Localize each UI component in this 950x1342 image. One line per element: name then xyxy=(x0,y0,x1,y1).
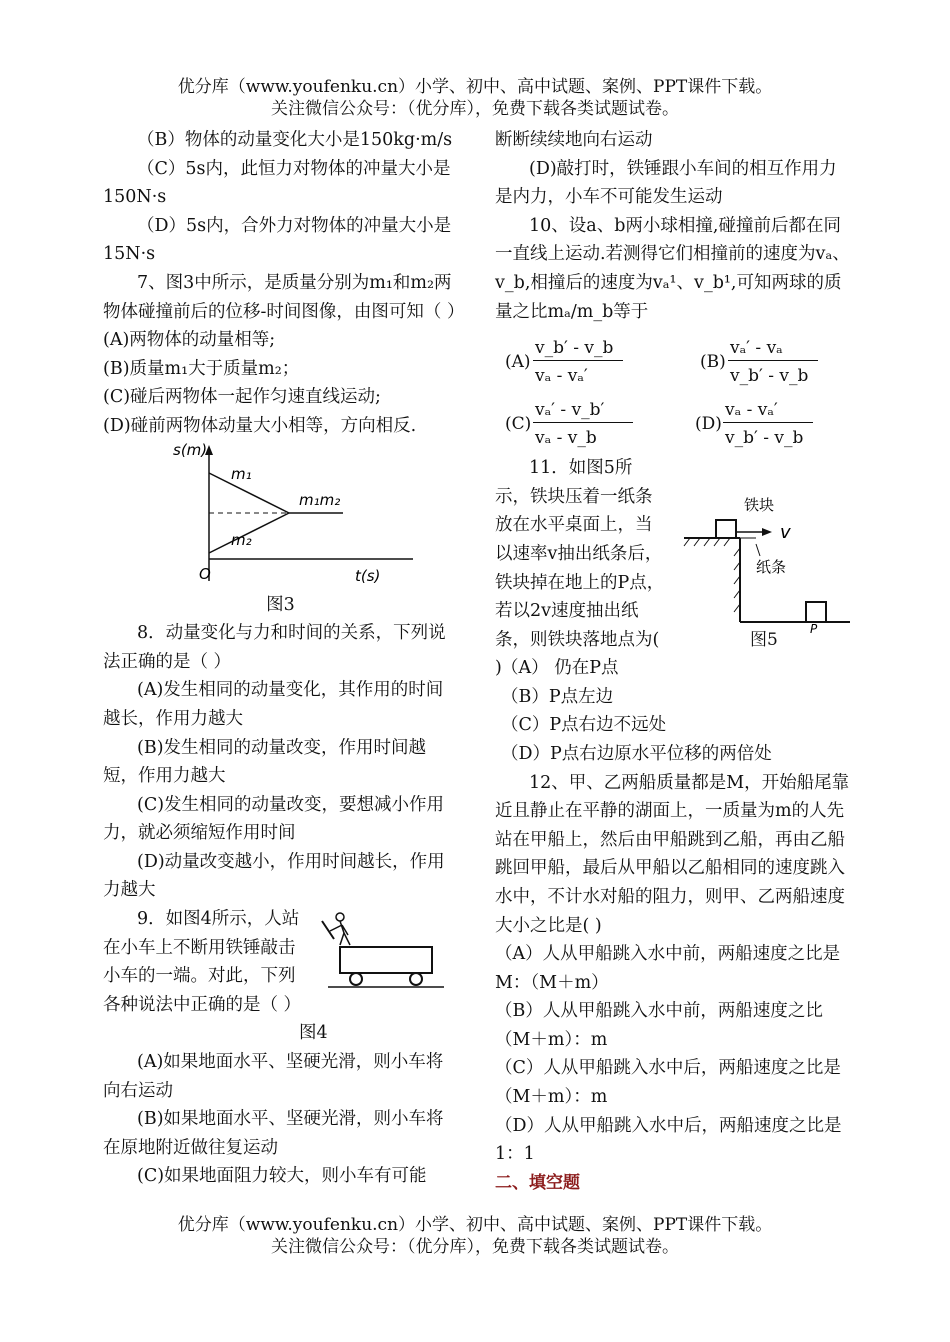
q9-option-c-cont: 断断续续地向右运动 xyxy=(495,130,653,150)
header-line-2: 关注微信公众号：（优分库），免费下载各类试题试卷。 xyxy=(271,99,679,119)
fig5-paper-pointer xyxy=(756,544,760,556)
fig5-iron-label: 铁块 xyxy=(744,496,775,515)
q10-d-bar xyxy=(723,422,813,423)
q10-b-num: vₐ′ - vₐ xyxy=(730,338,783,359)
q6-option-b: （B）物体的动量变化大小是150kg·m/s xyxy=(137,130,453,150)
q12-option-d: （D）人从甲船跳入水中后，两船速度之比是1：1 xyxy=(495,1115,842,1165)
fig3-m2-label: m₂ xyxy=(231,530,252,549)
q9-option-a: (A)如果地面水平、坚硬光滑，则小车将向右运动 xyxy=(103,1052,444,1101)
q8-option-d: (D)动量改变越小，作用时间越长，作用力越大 xyxy=(103,851,445,901)
right-column xyxy=(495,126,850,1197)
q10-a-bar xyxy=(533,360,623,361)
fig3-m1m2-label: m₁m₂ xyxy=(299,490,341,509)
figure-3 xyxy=(103,441,458,591)
q8-option-b: (B)发生相同的动量改变，作用时间越短，作用力越大 xyxy=(103,737,427,787)
fig5-v-label: v xyxy=(780,522,791,544)
header-line-1: 优分库（www.youfenku.cn）小学、初中、高中试题、案例、PPT课件下载。 xyxy=(177,77,773,97)
q9-stem: 9．如图4所示，人站在小车上不断用铁锤敲击小车的一端。对此，下列各种说法中正确的是（ ） xyxy=(103,909,302,1015)
q7-option-a: (A)两物体的动量相等; xyxy=(103,330,276,351)
fig5-hatch xyxy=(684,538,740,612)
q10-a-den: vₐ - vₐ′ xyxy=(535,366,588,387)
q10-d-den: v_b′ - v_b xyxy=(725,428,804,449)
fig3-origin: O xyxy=(199,564,211,583)
q8-option-c: (C)发生相同的动量改变，要想减小作用力，就必须缩短作用时间 xyxy=(103,794,445,844)
q12-stem: 12、甲、乙两船质量都是M，开始船尾靠近且静止在平静的湖面上，一质量为m的人先站在甲船上，然后由甲船跳到乙船，再由乙船跳回甲船，最后从甲船以乙船相同的速度跳入水中，不计水对船的阻力，则甲、乙两船速度大小之比是( ) xyxy=(495,772,850,936)
q12-option-b: （B）人从甲船跳入水中前，两船速度之比（M＋m）：m xyxy=(495,1001,823,1050)
q10-c-num: vₐ′ - v_b′ xyxy=(535,400,605,421)
fig4-wheel-right xyxy=(410,973,422,985)
q12-option-a: （A）人从甲船跳入水中前，两船速度之比是M：（M＋m） xyxy=(495,944,841,993)
fig3-m1-label: m₁ xyxy=(231,464,252,483)
q9-option-d: (D)敲打时，铁锤跟小车间的相互作用力是内力，小车不可能发生运动 xyxy=(495,158,837,208)
page-header xyxy=(0,76,950,120)
q9-block xyxy=(103,905,458,1048)
fig4-caption: 图4 xyxy=(299,1023,328,1044)
q10-b-bar xyxy=(728,360,818,361)
fig3-ylabel: s(m) xyxy=(173,440,208,459)
q10-c-bar xyxy=(533,422,633,423)
footer-line-1: 优分库（www.youfenku.cn）小学、初中、高中试题、案例、PPT课件下载。 xyxy=(177,1215,773,1235)
q10-b-label: (B) xyxy=(700,352,726,373)
fig5-caption: 图5 xyxy=(750,630,778,651)
q10-stem: 10、设a、b两小球相撞,碰撞前后都在同一直线上运动.若测得它们相撞前的速度为vₐ、v_b,相撞后的速度为vₐ¹、v_b¹,可知两球的质量之比mₐ/m_b等于 xyxy=(495,215,850,322)
fig3-caption: 图3 xyxy=(266,594,295,615)
q11-option-b: （B）P点左边 xyxy=(501,686,614,707)
fig3-xlabel: t(s) xyxy=(355,566,381,585)
q10-d-label: (D) xyxy=(695,414,722,435)
footer-line-2: 关注微信公众号：（优分库），免费下载各类试题试卷。 xyxy=(271,1237,679,1257)
q6-option-c: （C）5s内，此恒力对物体的冲量大小是150N·s xyxy=(103,158,451,208)
fig5-landed-block xyxy=(806,602,826,622)
fig5-table xyxy=(680,490,855,635)
q11-option-a: （A） 仍在P点 xyxy=(501,658,619,679)
q6-option-d: （D）5s内，合外力对物体的冲量大小是15N·s xyxy=(103,215,452,265)
fig5-iron-block xyxy=(716,520,736,538)
section-2-heading: 二、填空题 xyxy=(495,1172,580,1193)
q10-b-den: v_b′ - v_b xyxy=(730,366,809,387)
q7-option-d: (D)碰前两物体动量大小相等，方向相反. xyxy=(103,415,417,436)
q9-option-c: (C)如果地面阻力较大，则小车有可能 xyxy=(137,1166,427,1187)
q8-stem: 8．动量变化与力和时间的关系，下列说法正确的是（ ） xyxy=(103,623,446,672)
q7-option-b: (B)质量m₁大于质量m₂； xyxy=(103,358,300,379)
q10-c-den: vₐ - v_b xyxy=(535,428,597,449)
page-footer xyxy=(0,1214,950,1258)
q10-a-num: v_b′ - v_b xyxy=(535,338,614,359)
q10-a-label: (A) xyxy=(505,352,531,373)
fig3-graph xyxy=(103,441,458,591)
fig5-paper-label: 纸条 xyxy=(756,558,787,577)
q8-option-a: (A)发生相同的动量变化，其作用的时间越长，作用力越大 xyxy=(103,680,444,729)
fig4-wheel-left xyxy=(350,973,362,985)
q10-d-num: vₐ - vₐ′ xyxy=(725,400,778,421)
q7-option-c: (C)碰后两物体一起作匀速直线运动; xyxy=(103,387,381,408)
fig4-person-body xyxy=(330,921,350,945)
q10-options xyxy=(495,326,850,454)
q11-stem: 11．如图5所示，铁块压着一纸条放在水平桌面上，当以速率v抽出纸条后，铁块掉在地上的P点，若以2v速度抽出纸条，则铁块落地点为( ) xyxy=(495,458,665,679)
q10-c-label: (C) xyxy=(505,414,532,435)
q9-option-b: (B)如果地面水平、坚硬光滑，则小车将在原地附近做往复运动 xyxy=(103,1109,444,1158)
fig4-person-head xyxy=(336,913,344,921)
q11-option-c: （C）P点右边不远处 xyxy=(501,715,667,736)
q12-option-c: （C）人从甲船跳入水中后，两船速度之比是（M＋m）：m xyxy=(495,1058,841,1108)
q11-option-d: （D）P点右边原水平位移的两倍处 xyxy=(501,743,772,764)
fig4-cart xyxy=(318,909,448,997)
q7-stem: 7、图3中所示，是质量分别为m₁和m₂两物体碰撞前后的位移-时间图像，由图可知（ ） xyxy=(103,272,465,322)
left-column xyxy=(103,126,465,1191)
fig5-v-arrowhead xyxy=(762,528,772,536)
fig4-cart-body xyxy=(340,947,432,973)
fig5-p-label: P xyxy=(810,622,818,636)
